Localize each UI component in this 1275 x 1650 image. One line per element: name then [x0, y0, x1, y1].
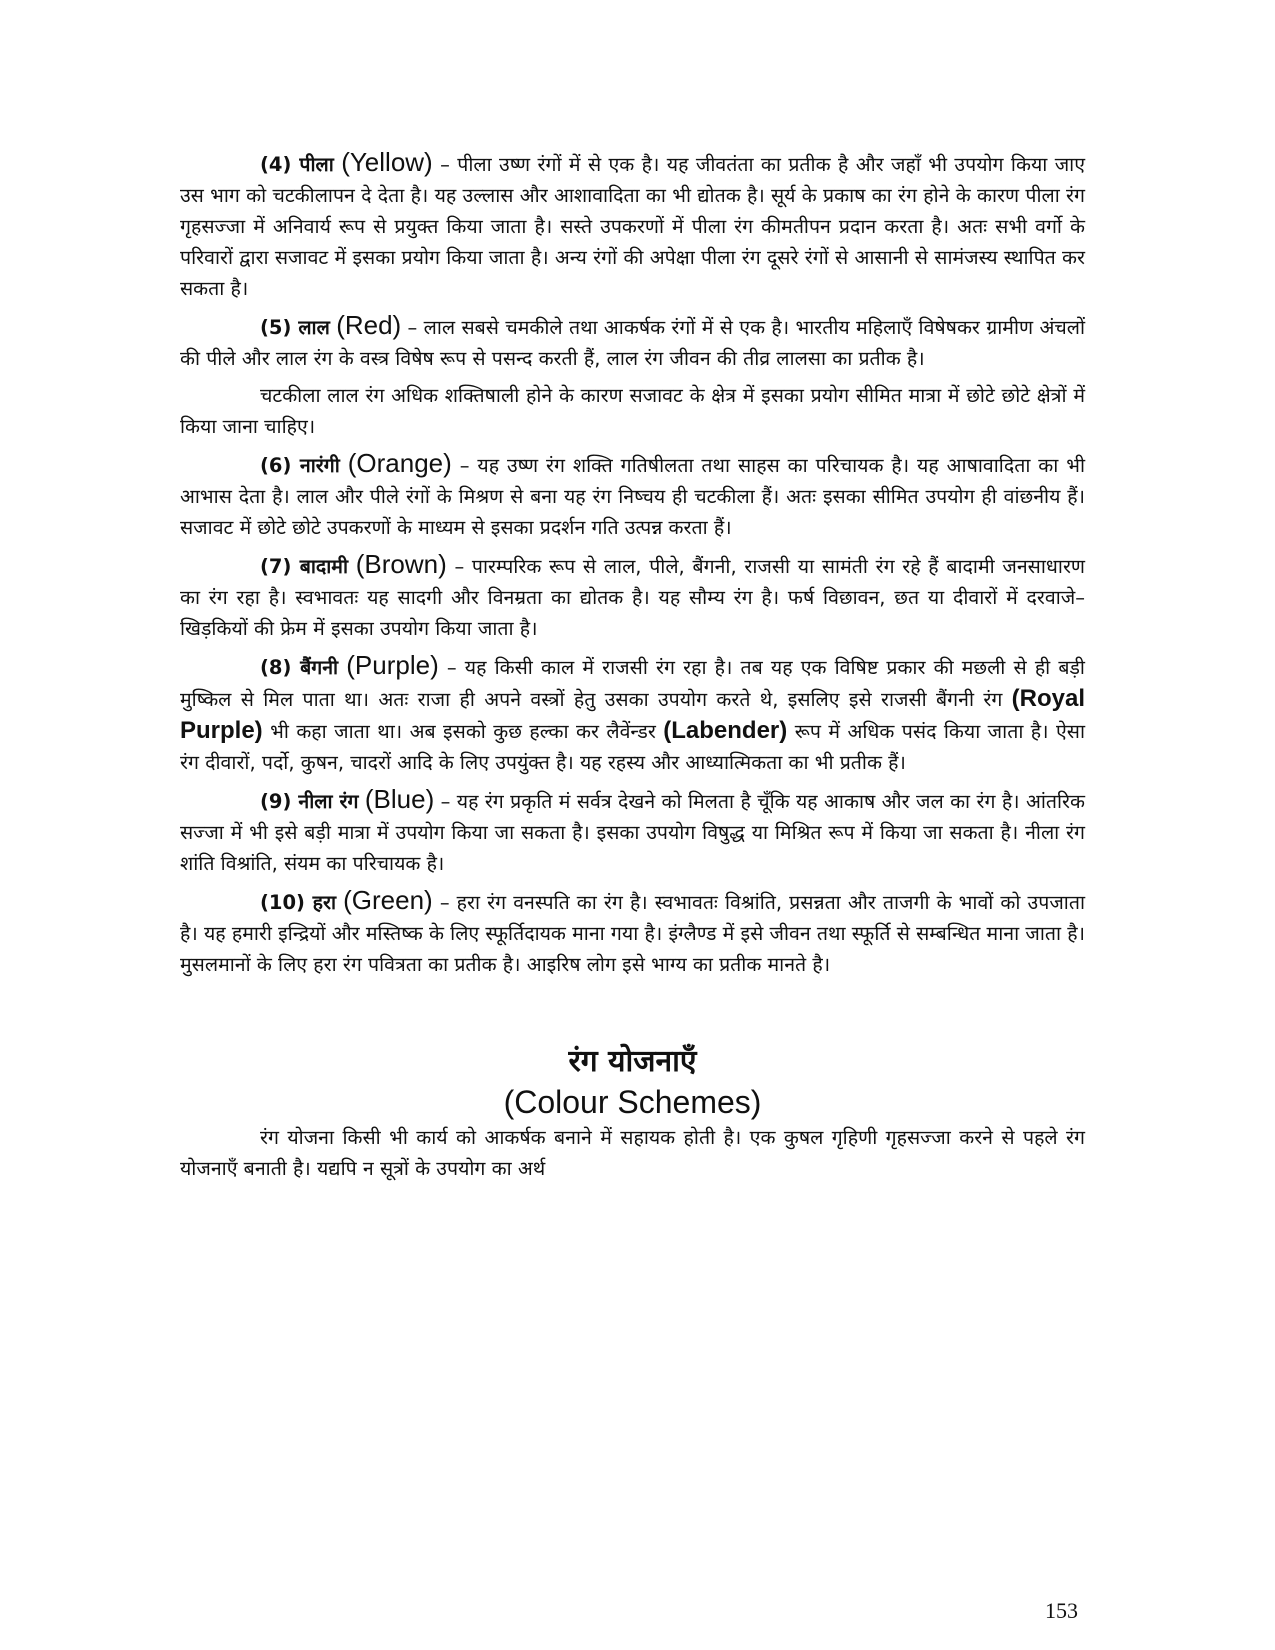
page-number: 153 — [1045, 1598, 1078, 1623]
item-number-brown: (7) बादामी — [260, 555, 348, 578]
paragraph-yellow — [180, 147, 1085, 304]
paragraph-text: – पारम्परिक रूप से लाल, पीले, बैंगनी, राजसी या सामंती रंग रहे हैं बादामी जनसाधारण का रंग रहा है। स्वभावतः यह सादगी और विनम्रता का द्योतक है। यह सौम्य रंग है। फर्ष विछावन, छत या दीवारों में दरवाजे– खिड़कियों की फ्रेम में इसका उपयोग किया जाता है। — [180, 555, 1086, 640]
item-english-blue: (Blue) — [364, 784, 435, 814]
inline-english-royal-purple: (Royal Purple) — [180, 685, 1085, 744]
item-english-yellow: (Yellow) — [341, 147, 433, 177]
paragraph-text: – हरा रंग वनस्पति का रंग है। स्वभावतः विश्रांति, प्रसन्नता और ताजगी के भावों को उपजाता है। यह हमारी इन्द्रियों और मस्तिष्क के लिए स्फूर्तिदायक माना गया है। इंग्लैण्ड में इसे जीवन तथा स्फूर्ति से सम्बन्धित माना जाता है। मुसलमानों के लिए हरा रंग पवित्रता का प्रतीक है। आइरिष लोग इसे भाग्य का प्रतीक मानते है। — [180, 891, 1085, 976]
item-english-brown: (Brown) — [355, 549, 447, 579]
item-number-purple: (8) बैंगनी — [260, 656, 339, 679]
section-title-hindi: रंग योजनाएँ — [568, 1044, 697, 1079]
paragraph-red-continued — [180, 380, 1085, 442]
paragraph-text: भी कहा जाता था। अब इसको कुछ हल्का कर लैवेंन्डर — [262, 720, 664, 743]
item-number-orange: (6) नारंगी — [260, 454, 340, 477]
paragraph-text: – लाल सबसे चमकीले तथा आकर्षक रंगों में से एक है। भारतीय महिलाएँ विषेषकर ग्रामीण अंचलों की पीले और लाल रंग के वस्त्र विषेष रूप से पसन्द करती हैं, लाल रंग जीवन की तीव्र लालसा का प्रतीक है। — [180, 316, 1086, 370]
section-title-english: (Colour Schemes) — [503, 1084, 762, 1120]
paragraph-text: चटकीला लाल रंग अधिक शक्तिषाली होने के कारण सजावट के क्षेत्र में इसका प्रयोग सीमित मात्रा में छोटे छोटे क्षेत्रों में किया जाना चाहिए। — [180, 384, 1085, 438]
paragraph-green — [180, 885, 1085, 980]
paragraph-text: – यह रंग प्रकृति मं सर्वत्र देखने को मिलता है चूँकि यह आकाष और जल का रंग है। आंतरिक सज्जा में भी इसे बड़ी मात्रा में उपयोग किया जा सकता है। इसका उपयोग विषुद्ध या मिश्रित रूप में किया जा सकता है। नीला रंग शांति विश्रांति, संयम का परिचायक है। — [180, 790, 1086, 875]
section-heading — [180, 1042, 1085, 1122]
item-number-blue: (9) नीला रंग — [260, 790, 359, 813]
paragraph-text: – यह किसी काल में राजसी रंग रहा है। तब यह एक विषिष्ट प्रकार की मछली से ही बड़ी मुष्किल से मिल पाता था। अतः राजा ही अपने वस्त्रों हेतु उसका उपयोग करते थे, इसलिए इसे राजसी बैंगनी रंग — [180, 656, 1085, 711]
paragraph-text: – यह उष्ण रंग शक्ति गतिषीलता तथा साहस का परिचायक है। यह आषावादिता का भी आभास देता है। लाल और पीले रंगों के मिश्रण से बना यह रंग निष्चय ही चटकीला हैं। अतः इसका सीमित उपयोग ही वांछनीय हैं। सजावट में छोटे छोटे उपकरणों के माध्यम से इसका प्रदर्शन गति उत्पन्न करता हैं। — [180, 454, 1086, 539]
item-number-red: (5) लाल — [260, 316, 330, 339]
paragraph-red — [180, 310, 1085, 374]
paragraph-brown — [180, 549, 1085, 644]
inline-english-labender: (Labender) — [663, 717, 788, 744]
item-number-yellow: (4) पीला — [260, 153, 334, 176]
page-body — [180, 147, 1085, 1190]
paragraph-orange — [180, 448, 1085, 543]
item-english-purple: (Purple) — [346, 650, 439, 680]
paragraph-text: रूप में अधिक पसंद किया जाता है। ऐसा रंग दीवारों, पर्दो, कुषन, चादरों आदि के लिए उपयुंक्त है। यह रहस्य और आध्यात्मिकता का भी प्रतीक हैं। — [180, 720, 1085, 774]
paragraph-text: – पीला उष्ण रंगों में से एक है। यह जीवतंता का प्रतीक है और जहाँ भी उपयोग किया जाए उस भाग को चटकीलापन दे देता है। यह उल्लास और आशावादिता का भी द्योतक है। सूर्य के प्रकाष का रंग होने के कारण पीला रंग गृहसज्जा में अनिवार्य रूप से प्रयुक्त किया जाता है। सस्ते उपकरणों में पीला रंग कीमतीपन प्रदान करता है। अतः सभी वर्गो के परिवारों द्वारा सजावट में इसका प्रयोग किया जाता है। अन्य रंगों की अपेक्षा पीला रंग दूसरे रंगों से आसानी से सामंजस्य स्थापित कर सकता है। — [180, 153, 1086, 300]
item-english-orange: (Orange) — [347, 448, 452, 478]
paragraph-purple — [180, 650, 1085, 778]
paragraph-colour-schemes-intro — [180, 1122, 1085, 1184]
item-english-red: (Red) — [336, 310, 402, 340]
item-english-green: (Green) — [343, 885, 433, 915]
item-number-green: (10) हरा — [260, 891, 337, 914]
paragraph-text: रंग योजना किसी भी कार्य को आकर्षक बनाने में सहायक होती है। एक कुषल गृहिणी गृहसज्जा करने से पहले रंग योजनाएँ बनाती है। यद्यपि न सूत्रों के उपयोग का अर्थ — [180, 1126, 1085, 1180]
paragraph-blue — [180, 784, 1085, 879]
